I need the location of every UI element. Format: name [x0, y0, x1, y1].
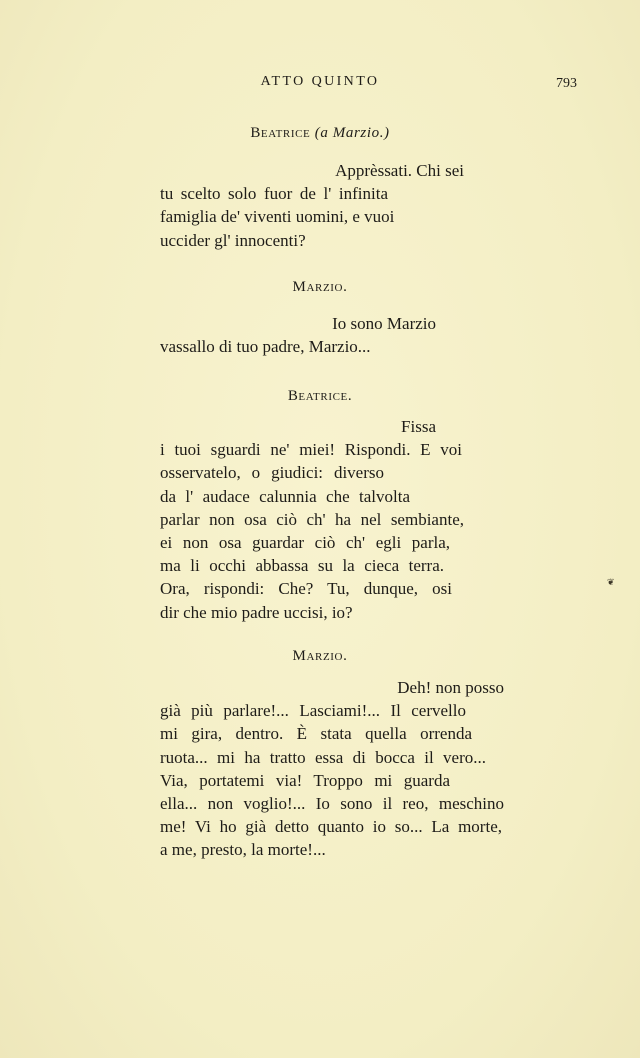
verse-line: ruota... mi ha tratto essa di bocca il vero... [160, 747, 486, 767]
verse-line: osservatelo, o giudici: diverso [160, 463, 384, 483]
verse-line: Apprèssati. Chi sei [335, 161, 464, 180]
verse-line: a me, presto, la morte!... [160, 840, 326, 860]
stage-direction: (a Marzio.) [314, 125, 390, 141]
verse-line: i tuoi sguardi ne' miei! Rispondi. E voi [160, 440, 462, 460]
verse-line: vassallo di tuo padre, Marzio... [160, 337, 371, 357]
speaker-name: Marzio. [292, 279, 348, 295]
verse-line: tu scelto solo fuor de l' infinita [160, 184, 388, 204]
verse-line: me! Vi ho già detto quanto io so... La morte, [160, 817, 502, 837]
verse-line: famiglia de' viventi uomini, e vuoi [160, 207, 395, 227]
speaker-name: Beatrice. [287, 388, 353, 404]
verse-line: parlar non osa ciò ch' ha nel sembiante, [160, 509, 464, 529]
verse-line: Ora, rispondi: Che? Tu, dunque, osi [160, 579, 452, 599]
speaker-heading [0, 279, 640, 296]
verse-line: ei non osa guardar ciò ch' egli parla, [160, 533, 450, 553]
speaker-heading [0, 388, 640, 405]
verse-line: da l' audace calunnia che talvolta [160, 486, 410, 506]
verse-block [160, 415, 464, 624]
verse-line: Io sono Marzio [332, 314, 436, 333]
speaker-name: Beatrice [250, 125, 311, 141]
page-number: 793 [556, 76, 577, 91]
verse-line: uccider gl' innocenti? [160, 230, 306, 250]
verse-block [160, 676, 504, 862]
verse-line: Via, portatemi via! Troppo mi guarda [160, 770, 450, 790]
verse-line: già più parlare!... Lasciami!... Il cervello [160, 701, 466, 721]
verse-block [160, 159, 464, 252]
speaker-name: Marzio. [292, 648, 348, 664]
verse-line: ella... non voglio!... Io sono il reo, meschino [160, 794, 504, 814]
verse-line: Deh! non posso [397, 678, 504, 697]
running-title: ATTO QUINTO [260, 74, 380, 89]
verse-line: mi gira, dentro. È stata quella orrenda [160, 724, 472, 744]
speaker-heading [0, 125, 640, 142]
ornament-mark: ❦ [607, 578, 615, 588]
verse-line: dir che mio padre uccisi, io? [160, 602, 353, 622]
speaker-heading [0, 648, 640, 665]
verse-block [160, 312, 464, 358]
verse-line: ma li occhi abbassa su la cieca terra. [160, 556, 444, 576]
verse-line: Fissa [401, 417, 436, 436]
